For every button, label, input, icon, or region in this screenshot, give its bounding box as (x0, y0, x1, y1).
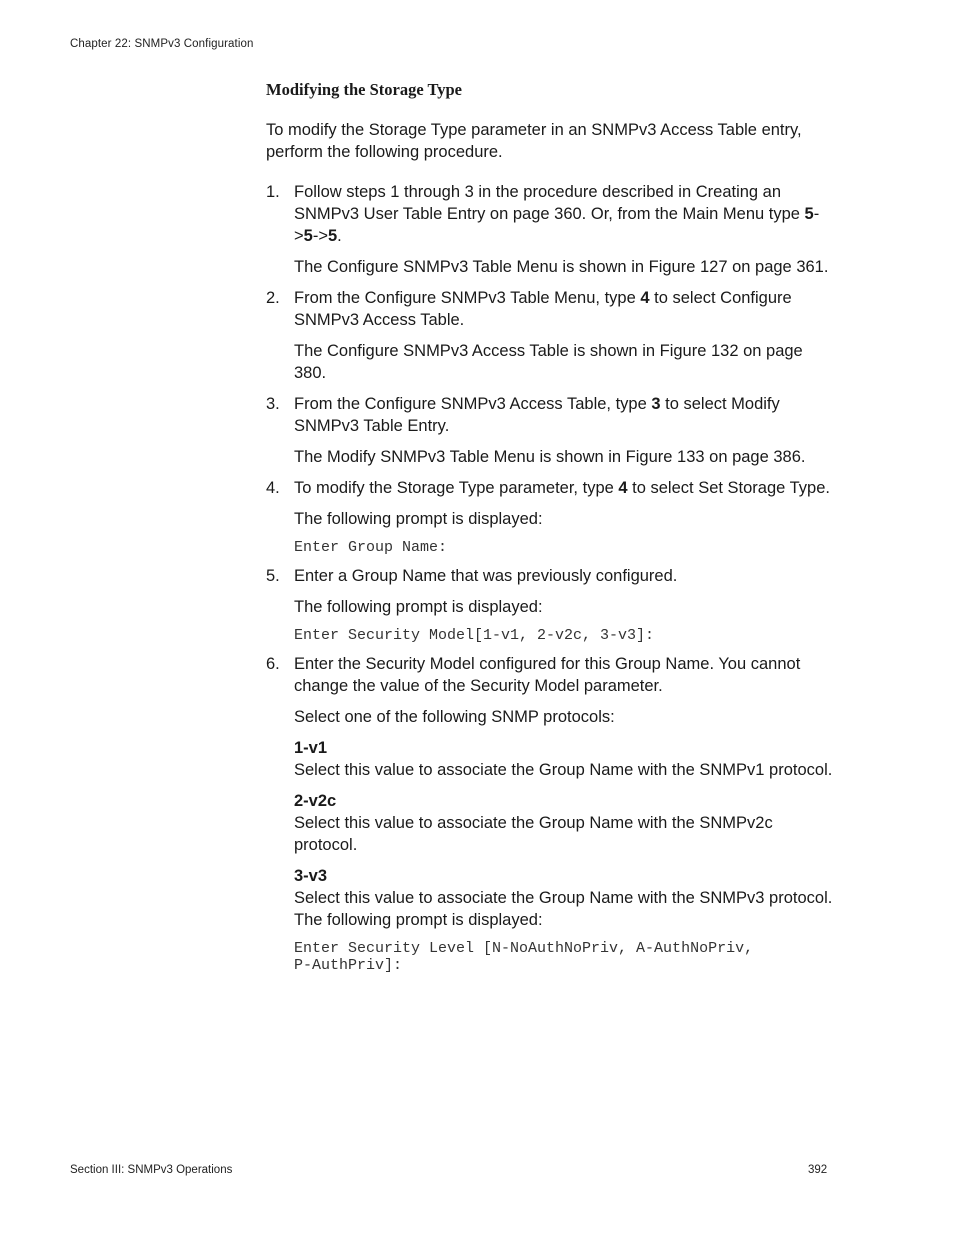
running-header: Chapter 22: SNMPv3 Configuration (70, 38, 254, 50)
page-number: 392 (808, 1164, 828, 1176)
step-number: 1. (266, 183, 280, 201)
step-5 (266, 565, 836, 644)
step-number: 2. (266, 289, 280, 307)
running-footer-section: Section III: SNMPv3 Operations (70, 1164, 233, 1176)
procedure-body (266, 119, 836, 983)
menu-key: 5 (303, 227, 313, 245)
step-followup: The Configure SNMPv3 Table Menu is shown in Figure 127 on page 361. (294, 258, 829, 276)
prompt-code: Enter Security Level [N-NoAuthNoPriv, A-AuthNoPriv, P-AuthPriv]: (294, 940, 754, 974)
step-number: 3. (266, 395, 280, 413)
step-followup: The following prompt is displayed: (294, 598, 543, 616)
menu-key: 4 (618, 479, 628, 497)
prompt-code: Enter Security Model[1-v1, 2-v2c, 3-v3]: (294, 627, 655, 644)
section-title: Modifying the Storage Type (266, 80, 463, 99)
option-name: 1-v1 (294, 739, 328, 757)
option-name: 2-v2c (294, 792, 337, 810)
menu-key: 5 (327, 227, 338, 245)
step-number: 5. (266, 567, 280, 585)
step-text: Enter the Security Model configured for this Group Name. You cannot change the value of the Security Model parameter. (294, 655, 801, 695)
option-description: Select this value to associate the Group Name with the SNMPv1 protocol. (294, 761, 833, 779)
prompt-code: Enter Group Name: (294, 539, 448, 556)
step-text: From the Configure SNMPv3 Table Menu, type 4 to select Configure SNMPv3 Access Table. (294, 289, 792, 329)
step-text: Enter a Group Name that was previously configured. (294, 567, 678, 585)
intro-paragraph: To modify the Storage Type parameter in an SNMPv3 Access Table entry, perform the following procedure. (266, 121, 802, 161)
option-description: Select this value to associate the Group Name with the SNMPv2c protocol. (294, 814, 773, 854)
step-text: Follow steps 1 through 3 in the procedure described in Creating an SNMPv3 User Table Entry on page 360. Or, from the Main Menu type 5->5->5. (294, 183, 820, 245)
step-followup: The Modify SNMPv3 Table Menu is shown in Figure 133 on page 386. (294, 448, 806, 466)
menu-key: 3 (651, 395, 661, 413)
option-description: Select this value to associate the Group Name with the SNMPv3 protocol. (294, 889, 833, 907)
protocol-option-v3 (294, 865, 836, 909)
step-number: 4. (266, 479, 280, 497)
protocol-option-v2c (294, 790, 836, 856)
step-followup: The following prompt is displayed: (294, 911, 543, 929)
protocol-option-v1 (294, 737, 836, 781)
step-6 (266, 653, 836, 974)
menu-key: 4 (640, 289, 650, 307)
step-text: From the Configure SNMPv3 Access Table, type 3 to select Modify SNMPv3 Table Entry. (294, 395, 780, 435)
step-followup: Select one of the following SNMP protocols: (294, 708, 615, 726)
step-3 (266, 393, 836, 468)
step-number: 6. (266, 655, 280, 673)
menu-key: 5 (804, 205, 814, 223)
option-name: 3-v3 (294, 867, 328, 885)
step-followup: The Configure SNMPv3 Access Table is shown in Figure 132 on page 380. (294, 342, 803, 382)
step-text: To modify the Storage Type parameter, type 4 to select Set Storage Type. (294, 479, 830, 497)
step-2 (266, 287, 836, 384)
step-4 (266, 477, 836, 556)
step-1 (266, 181, 836, 278)
step-followup: The following prompt is displayed: (294, 510, 543, 528)
